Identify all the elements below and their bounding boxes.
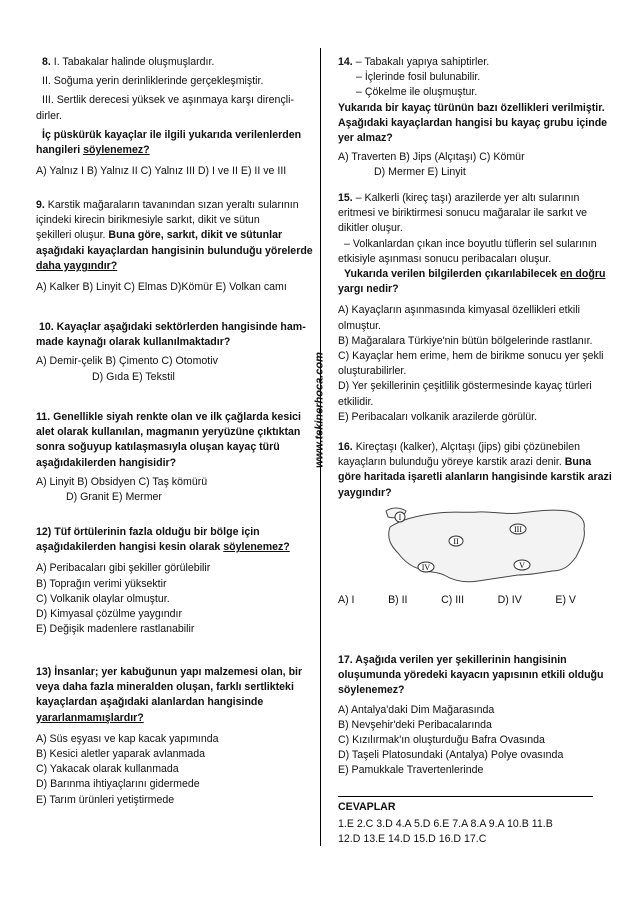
question-16: 16. Kireçtaşı (kalker), Alçıtaşı (jips) gibi çözünebilen kayaçların bulunduğu yöreye karstik arazi denir. Buna göre haritada işaretli alanların hangisinde karstik arazi yaygındır? I II III IV V A) I B) II C) III D) IV E) V — [338, 440, 606, 608]
answers-divider — [338, 796, 593, 797]
question-14: 14. – Tabakalı yapıya sahiptirler. – İçlerinde fosil bulunabilir. – Çökelme ile oluşmuştur. Yukarıda bir kayaç türünün bazı özellikleri verilmiştir. Aşağıdaki kayaçlardan hangisi bu kayaç grubu içinde yer almaz? A) Traverten B) Jips (Alçıtaşı) C) Kömür D) Mermer E) Linyit — [338, 56, 608, 179]
answers-section: CEVAPLAR 1.E 2.C 3.D 4.A 5.D 6.E 7.A 8.A 9.A 10.B 11.B 12.D 13.E 14.D 15.D 16.D 17.C — [338, 800, 606, 848]
map-label-2: II — [453, 536, 459, 546]
map-label-1: I — [398, 512, 402, 522]
q16-options: A) I B) II C) III D) IV E) V — [338, 593, 576, 606]
question-13: 13) İnsanlar; yer kabuğunun yapı malzemesi olan, bir veya daha fazla mineralden oluşan, farklı sertlikteki kayaçlardan aşağıdaki alanlardan hangisinde yararlanmamışlardır? A) Süs eşyası ve kap kacak yapımında B) Kesici aletler yaparak avlanmada C) Yakacak olarak kullanmada D) Barınma ihtiyaçlarını gidermede E) Tarım ürünleri yetiştirmede — [36, 666, 303, 806]
watermark: www.tekinerhoca.com — [313, 352, 326, 468]
question-9: 9. Karstik mağaraların tavanından sızan yeraltı sularının içindeki kirecin birikmesiyle sarkıt, dikit ve sütun şekilleri oluşur. Buna göre, sarkıt, dikit ve sütunlar aşağıdaki kayaçlardan hangisinin bulunduğu yörelerde daha yaygındır? A) Kalker B) Linyit C) Elmas D)Kömür E) Volkan camı — [36, 198, 310, 295]
question-17: 17. Aşağıda verilen yer şekillerinin hangisinin oluşumunda yöredeki kayacın yapısının etkili olduğu söylenemez? A) Antalya'daki Dim Mağarasında B) Nevşehir'deki Peribacalarında C) Kızılırmak'ın oluşturduğu Bafra Ovasında D) Taşeli Platosundaki (Antalya) Polye ovasında E) Pamukkale Travertenlerinde — [338, 654, 604, 777]
q9-options: A) Kalker B) Linyit C) Elmas D)Kömür E) Volkan camı — [36, 281, 287, 294]
question-10: 10. Kayaçlar aşağıdaki sektörlerden hangisinde ham- made kaynağı olarak kullanılmaktadır? A) Demir-çelik B) Çimento C) Otomotiv D) Gıda E) Tekstil — [36, 321, 306, 383]
map-label-3: III — [514, 524, 522, 534]
map-label-5: V — [519, 560, 525, 570]
question-12: 12) Tüf örtülerinin fazla olduğu bir bölge için aşağıdakilerden hangisi kesin olarak söylenemez? A) Peribacaları gibi şekiller görülebilir B) Toprağın verimi yüksektir C) Volkanik olaylar olmuştur. D) Kimyasal çözülme yaygındır E) Değişik madenlere rastlanabilir — [36, 526, 290, 636]
question-15: 15. – Kalkerli (kireç taşı) arazilerde yer altı sularının eritmesi ve biriktirmesi sonucu mağaralar ile sarkıt ve dikitler oluşur. – Volkanlardan çıkan ince boyutlu tüflerin sel sularının etkisiyle aşınması sonucu peribacaları oluşur. Yukarıda verilen bilgilerden çıkarılabilecek en doğru yargı nedir? A) Kayaçların aşınmasında kimyasal özellikleri etkili olmuştur. B) Mağaralara Türkiye'nin bütün bölgelerinde rastlanır. C) Kayaçlar hem erime, hem de birikme sonucu yer şekli oluşturabilirler. D) Yer şekillerinin çeşitlilik göstermesinde kayaç türleri etkilidir. E) Peribacaları volkanik arazilerde görülür. — [338, 192, 606, 423]
question-8: 8. I. Tabakalar halinde oluşmuşlardır. II. Soğuma yerin derinliklerinde gerçekleşmiştir. III. Sertlik derecesi yüksek ve aşınmaya karşı dirençli- dirler. İç püskürük kayaçlar ile ilgili yukarıda verilenlerden hangileri söylenemez? A) Yalnız I B) Yalnız II C) Yalnız III D) I ve II E) II ve III — [36, 55, 310, 179]
turkey-outline — [389, 510, 585, 582]
turkey-map — [380, 501, 590, 586]
question-11: 11. Genellikle siyah renkte olan ve ilk çağlarda kesici alet olarak kullanılan, magmanın yeryüzüne çıktıktan sonra soğuyup katılaşmasıyla oluşan kayaç türü aşağıdakilerden hangisidir? A) Linyit B) Obsidyen C) Taş kömürü D) Granit E) Mermer — [36, 411, 301, 504]
answers-title: CEVAPLAR — [338, 801, 396, 813]
map-label-4: IV — [421, 562, 431, 572]
q8-options: A) Yalnız I B) Yalnız II C) Yalnız III D) I ve II E) II ve III — [36, 165, 287, 178]
